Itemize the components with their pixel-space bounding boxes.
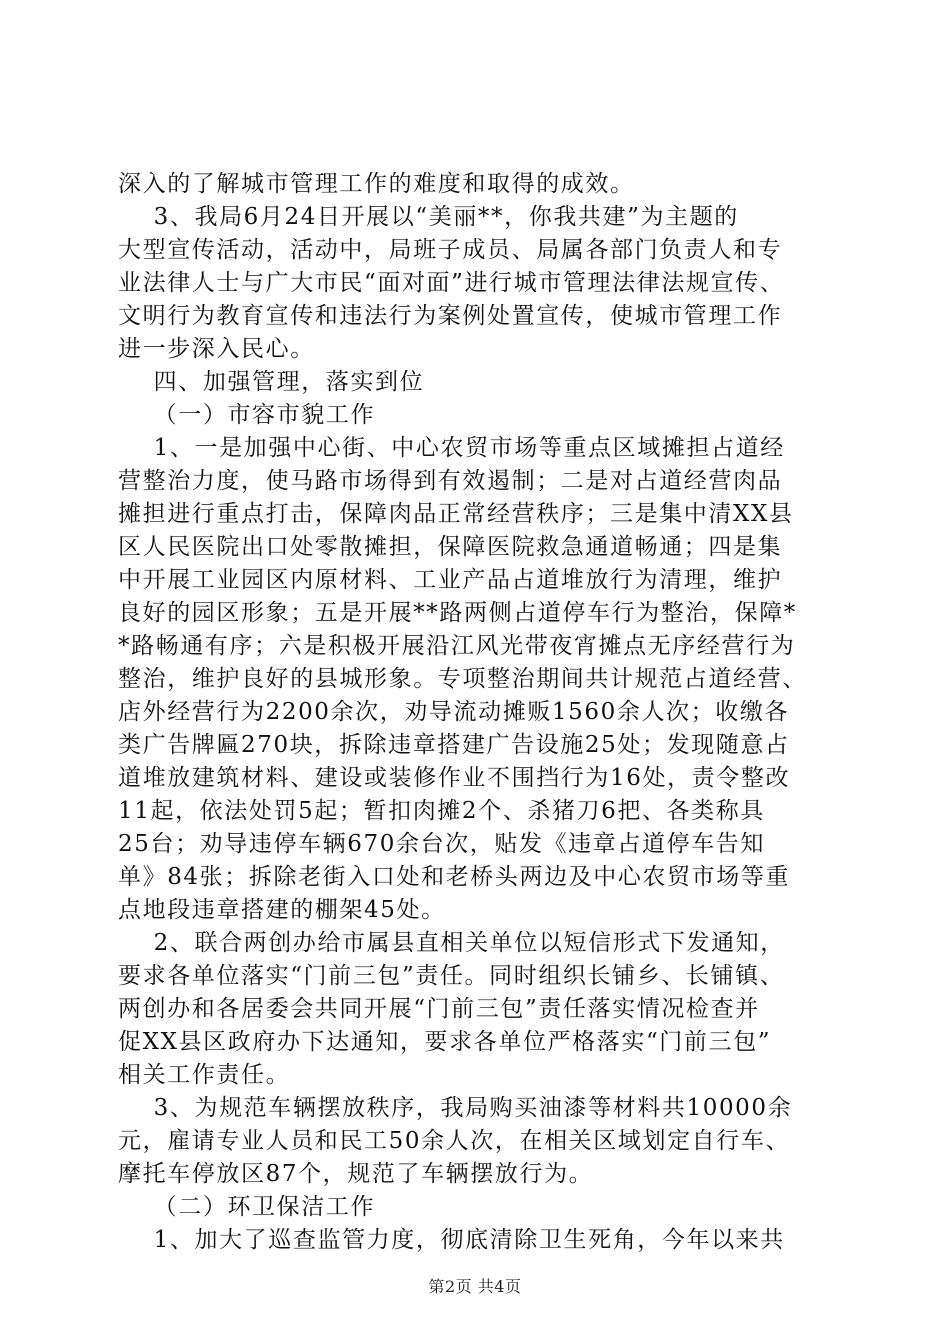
document-body	[118, 168, 832, 1257]
text-line: 店外经营行为2200余次，劝导流动摊贩1560余人次；收缴各	[118, 699, 790, 725]
text-line: 促XX县区政府办下达通知，要求各单位严格落实“门前三包”	[118, 1029, 772, 1055]
text-line: 3、为规范车辆摆放秩序，我局购买油漆等材料共10000余	[118, 1095, 793, 1121]
text-line: 整治，维护良好的县城形象。专项整治期间共计规范占道经营、	[118, 666, 807, 692]
text-line: 中开展工业园区内原材料、工业产品占道堆放行为清理，维护	[118, 567, 783, 593]
text-line: 营整治力度，使马路市场得到有效遏制；二是对占道经营肉品	[118, 468, 783, 494]
text-line: 大型宣传活动，活动中，局班子成员、局属各部门负责人和专	[118, 237, 783, 263]
text-line: 业法律人士与广大市民“面对面”进行城市管理法律法规宣传、	[118, 270, 785, 296]
text-line: 2、联合两创办给市属县直相关单位以短信形式下发通知，	[118, 930, 785, 956]
text-line: 良好的园区形象；五是开展**路两侧占道停车行为整治，保障*	[118, 600, 797, 626]
text-line: 区人民医院出口处零散摊担，保障医院救急通道畅通；四是集	[118, 534, 783, 560]
subsection-heading: （二）环卫保洁工作	[118, 1194, 376, 1220]
text-line: 3、我局6月24日开展以“美丽**，你我共建”为主题的	[118, 204, 739, 230]
section-heading: 四、加强管理，落实到位	[118, 369, 425, 395]
text-line: 1、加大了巡查监管力度，彻底清除卫生死角，今年以来共	[118, 1227, 785, 1253]
page-number-footer: 第2页 共4页	[428, 1277, 522, 1296]
text-line: 单》84张；拆除老街入口处和老桥头两边及中心农贸市场等重	[118, 864, 791, 890]
text-line: 摊担进行重点打击，保障肉品正常经营秩序；三是集中清XX县	[118, 501, 794, 527]
text-line: 类广告牌匾270块，拆除违章搭建广告设施25处；发现随意占	[118, 732, 790, 758]
text-line: 25台；劝导违停车辆670余台次，贴发《违章占道停车告知	[118, 831, 765, 857]
text-line: 相关工作责任。	[118, 1062, 291, 1088]
subsection-heading: （一）市容市貌工作	[118, 402, 376, 428]
text-line: 两创办和各居委会共同开展“门前三包”责任落实情况检查并	[118, 996, 760, 1022]
text-line: 深入的了解城市管理工作的难度和取得的成效。	[118, 171, 635, 197]
text-line: 1、一是加强中心街、中心农贸市场等重点区域摊担占道经	[118, 435, 785, 461]
text-line: 点地段违章搭建的棚架45处。	[118, 897, 446, 923]
text-line: 道堆放建筑材料、建设或装修作业不围挡行为16处，责令整改	[118, 765, 791, 791]
text-line: 摩托车停放区87个，规范了车辆摆放行为。	[118, 1161, 594, 1187]
text-line: 11起，依法处罚5起；暂扣肉摊2个、杀猪刀6把、各类称具	[118, 798, 765, 824]
text-line: 要求各单位落实“门前三包”责任。同时组织长铺乡、长铺镇、	[118, 963, 785, 989]
text-line: *路畅通有序；六是积极开展沿江风光带夜宵摊点无序经营行为	[118, 633, 796, 659]
text-line: 元，雇请专业人员和民工50余人次，在相关区域划定自行车、	[118, 1128, 791, 1154]
text-line: 进一步深入民心。	[118, 336, 315, 362]
text-line: 文明行为教育宣传和违法行为案例处置宣传，使城市管理工作	[118, 303, 783, 329]
